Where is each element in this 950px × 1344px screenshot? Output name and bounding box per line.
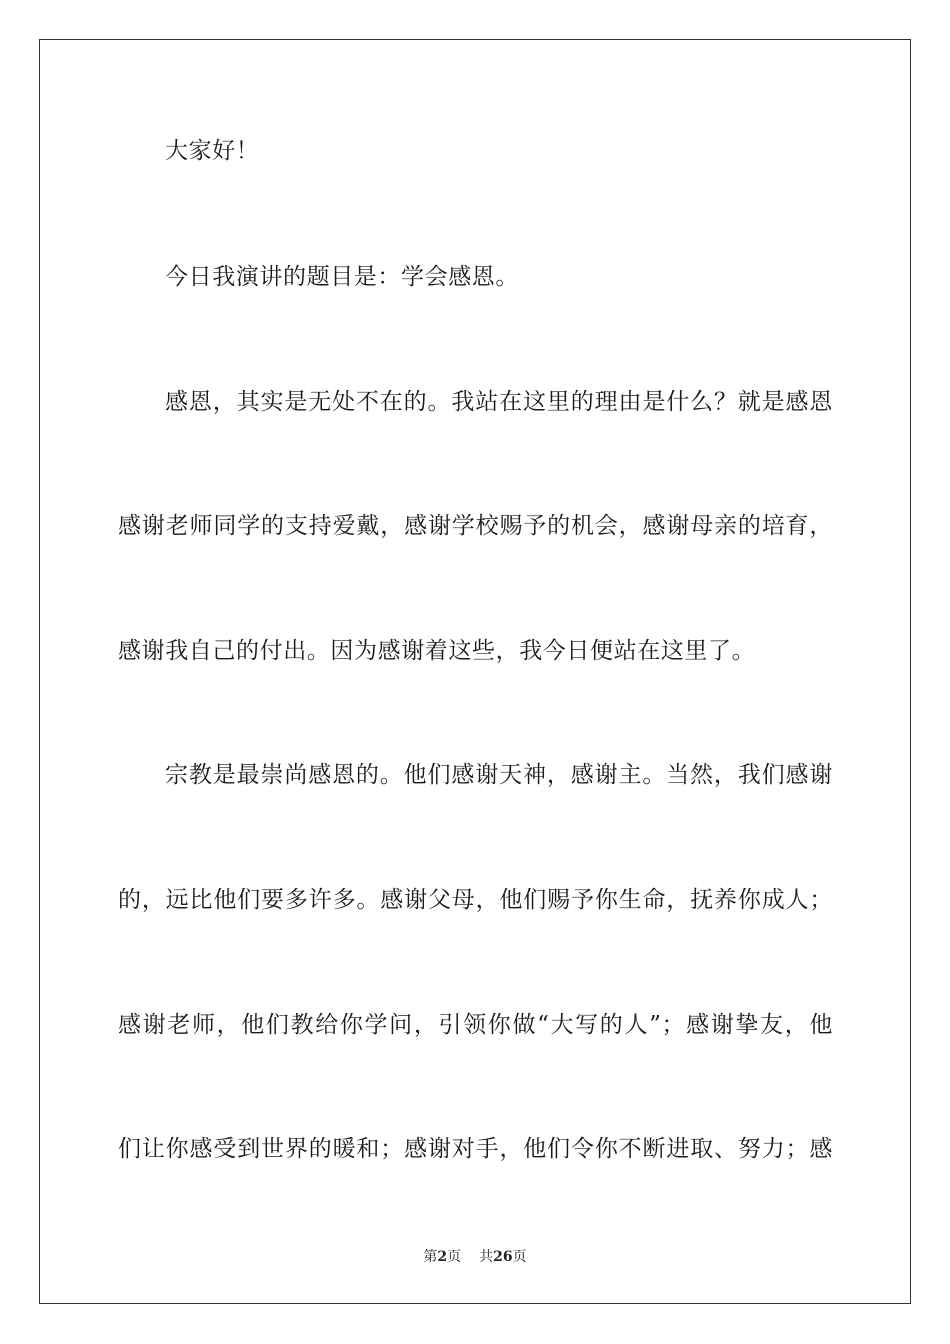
text-line-topic: 今日我演讲的题目是：学会感恩。 [165,264,519,290]
footer-total-suffix: 页 [512,1249,527,1265]
text-line-7: 的，远比他们要多许多。感谢父母，他们赐予你生命，抚养你成人； [118,887,833,913]
page-footer [0,1248,950,1266]
page-border [39,39,911,1304]
text-line-8: 感谢老师，他们教给你学问，引领你做“大写的人”；感谢挚友，他 [118,1012,833,1038]
footer-total-pages: 26 [493,1249,513,1265]
footer-page-prefix: 第 [423,1249,438,1265]
text-line-9: 们让你感受到世界的暖和；感谢对手，他们令你不断进取、努力；感 [118,1136,833,1162]
text-line-3: 感恩，其实是无处不在的。我站在这里的理由是什么？就是感恩 [165,389,833,415]
text-line-6: 宗教是最崇尚感恩的。他们感谢天神，感谢主。当然，我们感谢 [165,762,833,788]
footer-total-prefix: 共 [479,1249,494,1265]
text-line-5: 感谢我自己的付出。因为感谢着这些，我今日便站在这里了。 [118,638,756,664]
text-line-4: 感谢老师同学的支持爱戴，感谢学校赐予的机会，感谢母亲的培育， [118,513,833,539]
text-line-greeting: 大家好！ [165,138,260,164]
footer-page-suffix: 页 [447,1249,462,1265]
footer-page-number: 2 [437,1249,448,1265]
